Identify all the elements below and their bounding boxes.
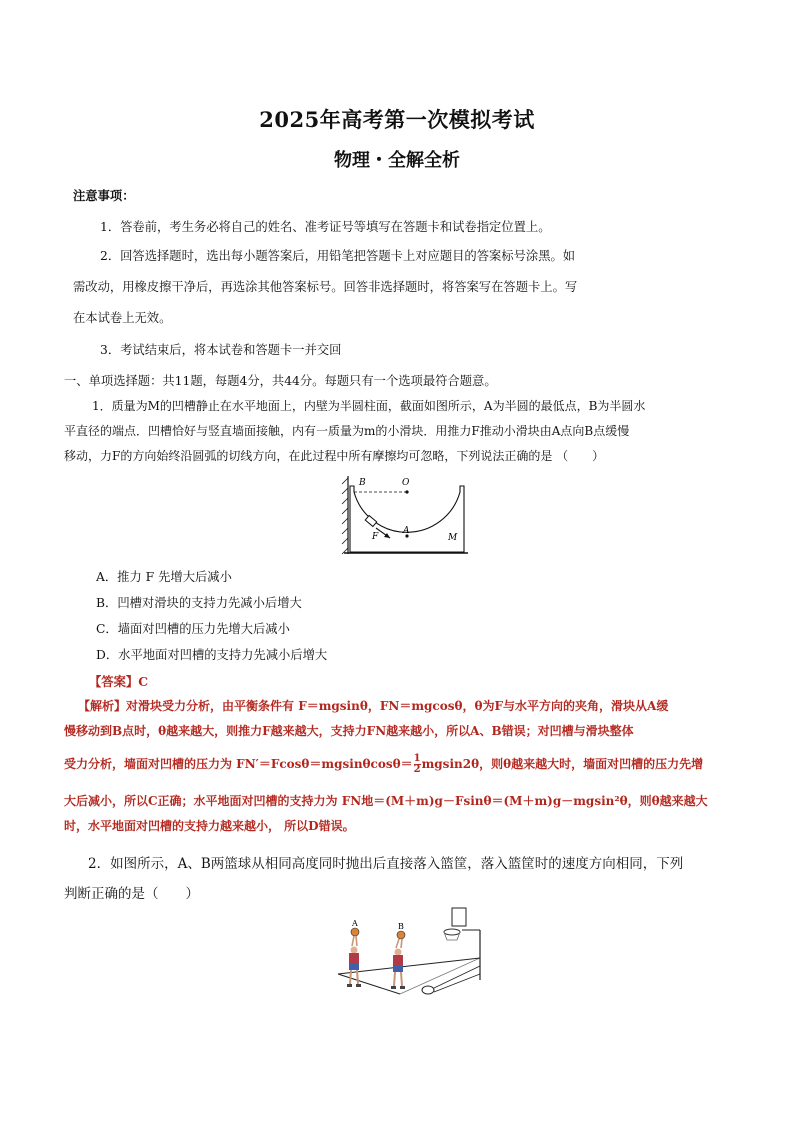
fig1-label-o: O — [402, 478, 410, 488]
q1-analysis-line-1 — [78, 698, 668, 715]
fraction-denominator: 2 — [413, 764, 421, 775]
q1-analysis-line-5: 时，水平地面对凹槽的支持力越来越小， 所以D错误。 — [64, 819, 355, 833]
document-title: 2025年高考第一次模拟考试 — [259, 107, 535, 132]
section-heading: 一、单项选择题：共11题，每题4分，共44分。每题只有一个选项最符合题意。 — [64, 374, 497, 388]
fig1-label-b: B — [359, 478, 366, 488]
q1-option-d: D．水平地面对凹槽的支持力先减小后增大 — [96, 648, 328, 662]
analysis-text-3b: mgsin2θ，则θ越来越大时，墙面对凹槽的压力先增 — [421, 757, 704, 771]
q1-option-c: C．墙面对凹槽的压力先增大后减小 — [96, 622, 290, 636]
q1-analysis-line-2: 慢移动到B点时，θ越来越大，则推力F越来越大，支持力FN越来越小，所以A、B错误；对凹槽与滑块整体 — [64, 724, 634, 738]
q2-stem-line-1: 2．如图所示，A、B两篮球从相同高度同时抛出后直接落入篮筐，落入篮筐时的速度方向相同，下列 — [88, 856, 684, 872]
notice-item-3: 3．考试结束后，将本试卷和答题卡一并交回 — [100, 343, 342, 357]
q1-option-b: B．凹槽对滑块的支持力先减小后增大 — [96, 596, 302, 610]
fig2-label-a: A — [352, 919, 358, 928]
q1-groove-figure — [340, 472, 475, 556]
fig1-label-a: A — [403, 526, 410, 536]
q1-analysis-line-4: 大后减小，所以C正确；水平地面对凹槽的支持力为 FN地＝(M＋m)g－Fsinθ＝(M＋m)g－mgsin²θ，则θ越来越大 — [64, 794, 708, 808]
notice-item-1: 1．答卷前，考生务必将自己的姓名、准考证号等填写在答题卡和试卷指定位置上。 — [100, 220, 551, 234]
notice-item-2-line-2: 需改动，用橡皮擦干净后，再选涂其他答案标号。回答非选择题时，将答案写在答题卡上。写 — [73, 280, 578, 294]
notice-item-2-line-3: 在本试卷上无效。 — [73, 311, 172, 325]
notice-item-2-line-1: 2．回答选择题时，选出每小题答案后，用铅笔把答题卡上对应题目的答案标号涂黑。如 — [100, 249, 576, 263]
analysis-text-1: 对滑块受力分析，由平衡条件有 F＝mgsinθ，FN＝mgcosθ，θ为F与水平方向的夹角，滑块从A缓 — [126, 699, 669, 713]
document-subtitle: 物理・全解全析 — [334, 150, 460, 171]
fig1-label-m: M — [448, 533, 458, 543]
fig2-label-b: B — [398, 922, 404, 931]
q1-analysis-line-3 — [64, 754, 703, 775]
analysis-text-3a: 受力分析，墙面对凹槽的压力为 FN′＝Fcosθ＝mgsinθcosθ＝ — [64, 757, 413, 771]
q2-basketball-figure — [330, 902, 500, 1002]
analysis-fraction — [414, 754, 421, 775]
q1-stem-line-2: 平直径的端点．凹槽恰好与竖直墙面接触，内有一质量为m的小滑块．用推力F推动小滑块由A点向B点缓慢 — [64, 424, 630, 438]
fig1-label-f: F — [372, 532, 379, 542]
q1-stem-line-3: 移动，力F的方向始终沿圆弧的切线方向，在此过程中所有摩擦均可忽略，下列说法正确的是 （ ） — [64, 449, 605, 463]
fraction-numerator: 1 — [413, 753, 421, 764]
analysis-label: 【解析】 — [78, 699, 127, 713]
q1-answer: 【答案】C — [89, 674, 148, 689]
q2-stem-line-2: 判断正确的是（ ） — [64, 886, 199, 902]
q1-stem-line-1: 1．质量为M的凹槽静止在水平地面上，内壁为半圆柱面，截面如图所示，A为半圆的最低点，B为半圆水 — [92, 399, 646, 413]
notice-heading: 注意事项： — [73, 188, 135, 203]
q1-option-a: A．推力 F 先增大后减小 — [96, 570, 232, 584]
